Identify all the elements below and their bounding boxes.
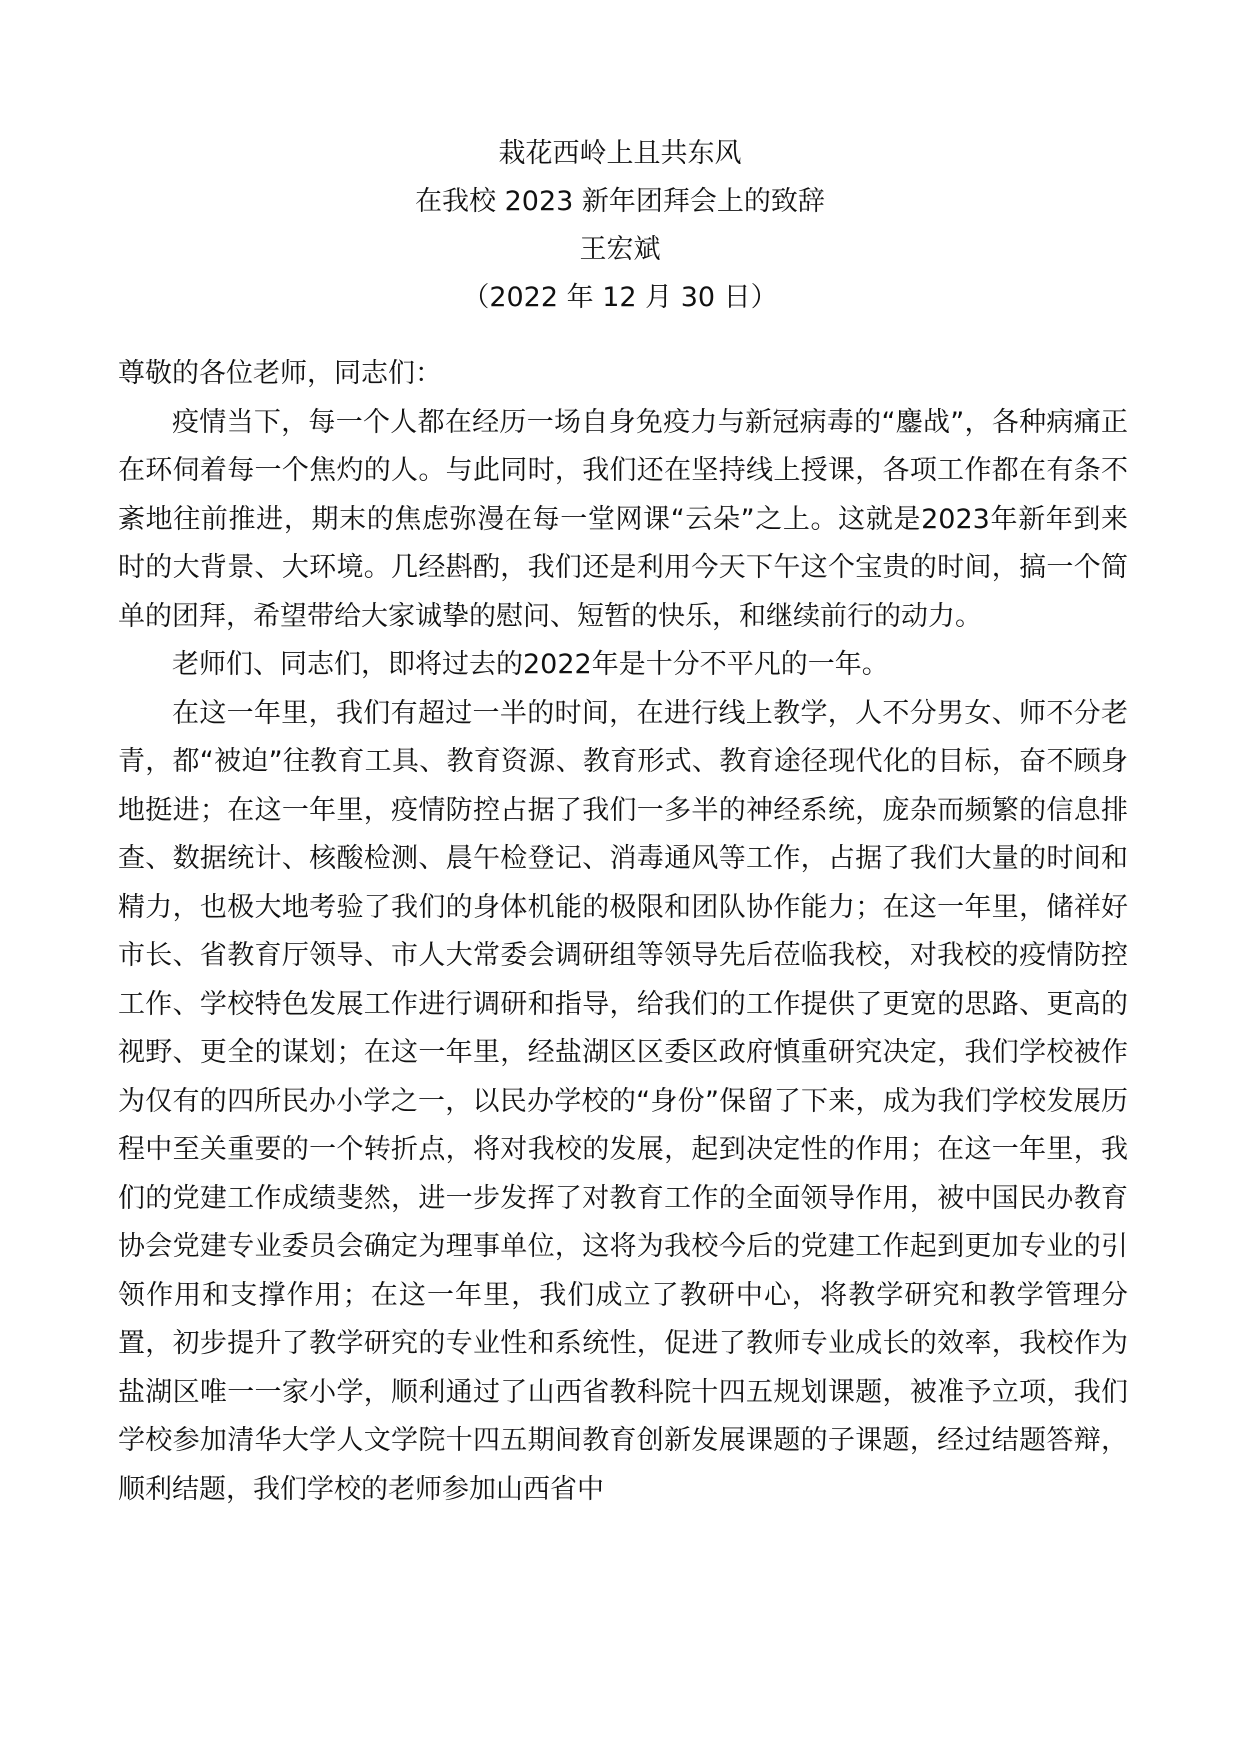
- document-subtitle: 在我校 2023 新年团拜会上的致辞: [415, 186, 825, 217]
- document-header: [0, 130, 1240, 322]
- salutation: 尊敬的各位老师，同志们：: [118, 358, 442, 389]
- paragraph-2: 老师们、同志们，即将过去的2022年是十分不平凡的一年。: [172, 649, 889, 680]
- paragraph-3: 在这一年里，我们有超过一半的时间，在进行线上教学，人不分男女、师不分老青，都“被迫”往教育工具、教育资源、教育形式、教育途径现代化的目标，奋不顾身地挺进；在这一年里，疫情防控占据了我们一多半的神经系统，庞杂而频繁的信息排查、数据统计、核酸检测、晨午检登记、消毒通风等工作，占据了我们大量的时间和精力，也极大地考验了我们的身体机能的极限和团队协作能力；在这一年里，储祥好市长、省教育厅领导、市人大常委会调研组等领导先后莅临我校，对我校的疫情防控工作、学校特色发展工作进行调研和指导，给我们的工作提供了更宽的思路、更高的视野、更全的谋划；在这一年里，经盐湖区区委区政府慎重研究决定，我们学校被作为仅有的四所民办小学之一，以民办学校的“身份”保留了下来，成为我们学校发展历程中至关重要的一个转折点，将对我校的发展，起到决定性的作用；在这一年里，我们的党建工作成绩斐然，进一步发挥了对教育工作的全面领导作用，被中国民办教育协会党建专业委员会确定为理事单位，这将为我校今后的党建工作起到更加专业的引领作用和支撑作用；在这一年里，我们成立了教研中心，将教学研究和教学管理分置，初步提升了教学研究的专业性和系统性，促进了教师专业成长的效率，我校作为盐湖区唯一一家小学，顺利通过了山西省教科院十四五规划课题，被准予立项，我们学校参加清华大学人文学院十四五期间教育创新发展课题的子课题，经过结题答辩，顺利结题，我们学校的老师参加山西省中: [118, 697, 1128, 1505]
- document-body: [118, 350, 1128, 1514]
- document-author: 王宏斌: [579, 234, 661, 265]
- paragraph-1: 疫情当下，每一个人都在经历一场自身免疫力与新冠病毒的“鏖战”，各种病痛正在环伺着每一个焦灼的人。与此同时，我们还在坚持线上授课，各项工作都在有条不紊地往前推进，期末的焦虑弥漫在每一堂网课“云朵”之上。这就是2023年新年到来时的大背景、大环境。几经斟酌，我们还是利用今天下午这个宝贵的时间，搞一个简单的团拜，希望带给大家诚挚的慰问、短暂的快乐，和继续前行的动力。: [118, 406, 1128, 632]
- document-title: 栽花西岭上且共东风: [498, 138, 742, 169]
- document-date: （2022 年 12 月 30 日）: [462, 282, 778, 313]
